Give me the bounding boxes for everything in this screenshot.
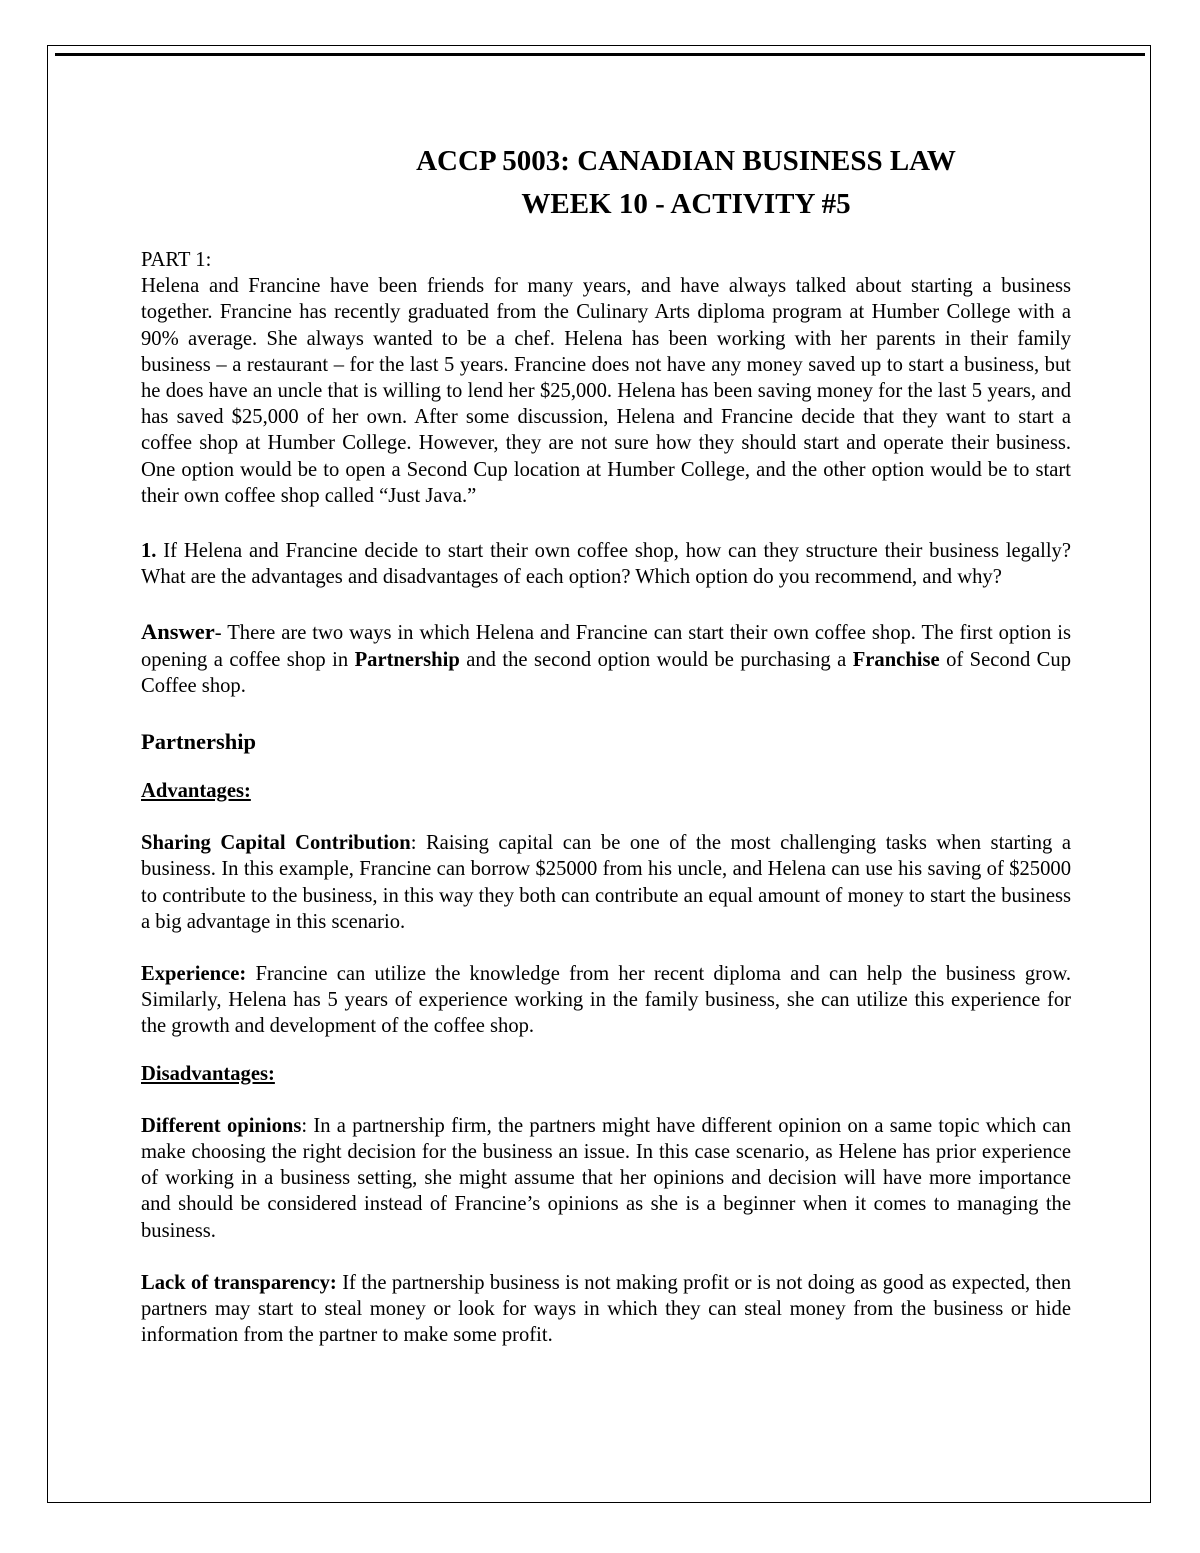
part-label: PART 1: [141, 249, 212, 271]
header-rule [55, 53, 1145, 56]
answer-text-1: - There are two ways in which Helena and Francine can start their own coffee shop. The first option is opening a coffee shop in [141, 622, 1071, 671]
disadvantage-text: : In a partnership firm, the partners might have different opinion on a same topic which can make choosing the right decision for the business an issue. In this case scenario, as Helene has prior experience of working in a business setting, she might assume that her opinions and decision will have more importance and should be considered instead of Francine’s opinions as she is a beginner when it comes to managing the business. [141, 1114, 1071, 1242]
advantage-item [141, 830, 1071, 935]
advantage-text: Francine can utilize the knowledge from her recent diploma and can help the business grow. Similarly, Helena has 5 years of experience working in the family business, she can utilize this experience for the growth and development of the coffee shop. [141, 963, 1071, 1038]
question-paragraph [141, 538, 1071, 590]
disadvantage-item [141, 1113, 1071, 1244]
partnership-heading: Partnership [141, 729, 256, 755]
answer-text-2: and the second option would be purchasing a [459, 648, 853, 671]
document-title [141, 140, 1071, 226]
question-number: 1. [141, 540, 157, 563]
advantage-item [141, 961, 1071, 1040]
question-text: If Helena and Francine decide to start their own coffee shop, how can they structure their business legally? What are the advantages and disadvantages of each option? Which option do you recommend, and why? [141, 540, 1071, 589]
disadvantage-term: Lack of transparency: [141, 1271, 337, 1294]
disadvantage-text: If the partnership business is not making profit or is not doing as good as expected, then partners may start to steal money or look for ways in which they can steal money from the business or hide information from the partner to make some profit. [141, 1271, 1072, 1347]
answer-paragraph [141, 619, 1071, 699]
course-title: ACCP 5003: CANADIAN BUSINESS LAW [416, 145, 956, 177]
answer-term-franchise: Franchise [852, 648, 940, 671]
advantage-term: Sharing Capital Contribution [141, 832, 411, 855]
advantage-text: : Raising capital can be one of the most challenging tasks when starting a business. In this example, Francine can borrow $25000 from his uncle, and Helena can use his saving of $25000 to contribute to the business, in this way they both can contribute an equal amount of money to start the business a big advantage in this scenario. [141, 832, 1071, 933]
disadvantage-term: Different opinions [141, 1114, 302, 1137]
answer-term-partnership: Partnership [354, 648, 460, 671]
answer-text-3: of Second Cup Coffee shop. [141, 648, 1072, 697]
disadvantages-heading: Disadvantages: [141, 1062, 275, 1085]
activity-title: WEEK 10 - ACTIVITY #5 [521, 188, 851, 220]
advantage-term: Experience: [141, 963, 247, 986]
answer-label: Answer [141, 619, 215, 645]
advantages-heading: Advantages: [141, 780, 251, 803]
scenario-paragraph: Helena and Francine have been friends for many years, and have always talked about starting a business together. Francine has recently graduated from the Culinary Arts diploma program at Humber College with a 90% average. She always wanted to be a chef. Helena has been working with her parents in their family business – a restaurant – for the last 5 years. Francine does not have any money saved up to start a business, but he does have an uncle that is willing to lend her $25,000. Helena has been saving money for the last 5 years, and has saved $25,000 of her own. After some discussion, Helena and Francine decide that they want to start a coffee shop at Humber College. However, they are not sure how they should start and operate their business. One option would be to open a Second Cup location at Humber College, and the other option would be to start their own coffee shop called “Just Java.” [141, 275, 1071, 507]
disadvantage-item [141, 1270, 1071, 1349]
document-body [141, 140, 1071, 1349]
